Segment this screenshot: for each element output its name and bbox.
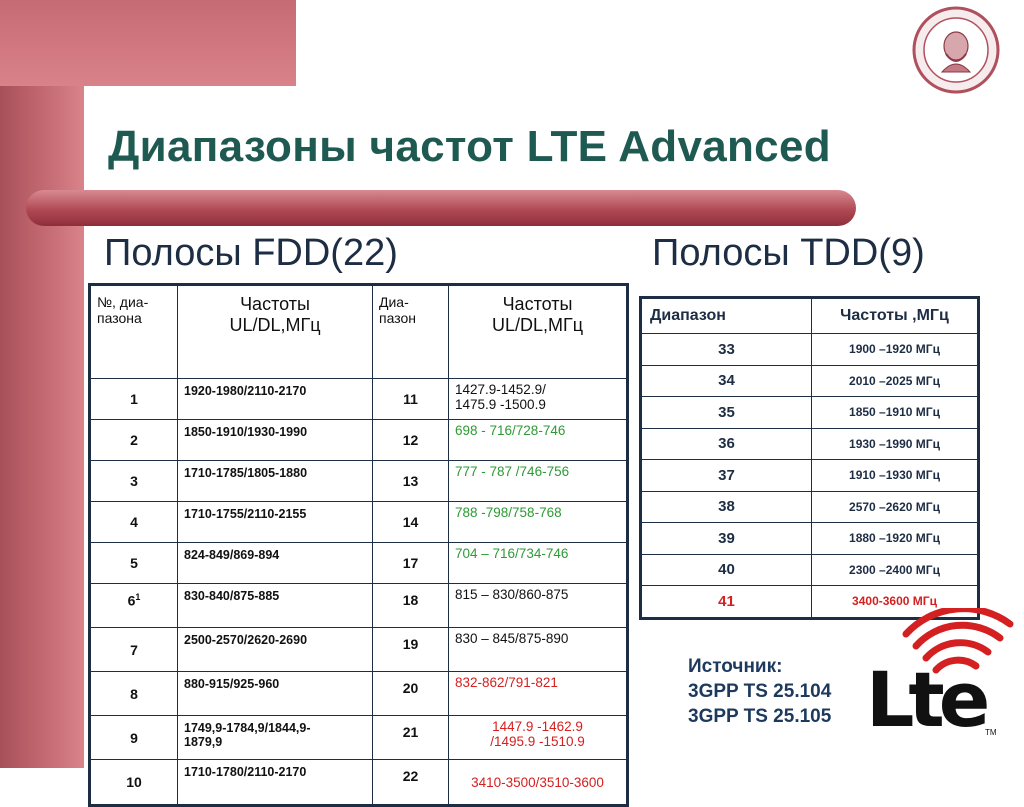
band-a-cell — [90, 760, 178, 806]
tdd-freq-cell: 1850 –1910 МГц — [812, 397, 979, 429]
tdd-band-cell: 40 — [641, 554, 812, 586]
band-b-cell: 18 — [373, 584, 449, 628]
tdd-band-cell: 36 — [641, 428, 812, 460]
table-row — [90, 716, 628, 760]
freq-a-cell: 1710-1785/1805-1880 — [178, 461, 373, 502]
freq-a-cell: 880-915/925-960 — [178, 672, 373, 716]
table-row — [90, 628, 628, 672]
freq-b-cell: 788 -798/758-768 — [449, 502, 628, 543]
freq-b-cell: 832-862/791-821 — [449, 672, 628, 716]
header-band: Диапазон — [641, 298, 812, 334]
table-row — [641, 397, 979, 429]
band-a-number: 1 — [130, 391, 138, 407]
trademark-mark: TM — [985, 728, 997, 737]
band-a-cell — [90, 672, 178, 716]
freq-a-cell: 1710-1755/2110-2155 — [178, 502, 373, 543]
tdd-freq-cell: 2300 –2400 МГц — [812, 554, 979, 586]
band-b-cell: 21 — [373, 716, 449, 760]
freq-b-cell: 698 - 716/728-746 — [449, 420, 628, 461]
tdd-band-cell: 35 — [641, 397, 812, 429]
header-band-a: №, диа- пазона — [90, 285, 178, 379]
table-row — [641, 460, 979, 492]
band-a-number: 9 — [130, 729, 138, 746]
source-line-2: 3GPP TS 25.105 — [688, 706, 832, 727]
band-a-cell — [90, 628, 178, 672]
band-a-footnote: 1 — [135, 592, 141, 602]
tdd-bands-table — [639, 296, 980, 620]
tdd-freq-cell: 1910 –1930 МГц — [812, 460, 979, 492]
table-row — [641, 523, 979, 555]
header-freq: Частоты ,МГц — [812, 298, 979, 334]
table-row — [90, 672, 628, 716]
band-a-cell — [90, 502, 178, 543]
band-a-number: 3 — [130, 473, 138, 489]
table-row — [90, 461, 628, 502]
band-b-cell: 11 — [373, 379, 449, 420]
band-a-number: 5 — [130, 555, 138, 571]
table-row — [90, 379, 628, 420]
tdd-freq-cell: 2010 –2025 МГц — [812, 365, 979, 397]
band-b-cell: 19 — [373, 628, 449, 672]
band-a-cell — [90, 420, 178, 461]
tdd-freq-cell: 2570 –2620 МГц — [812, 491, 979, 523]
header-freq-a: Частоты UL/DL,МГц — [178, 285, 373, 379]
fdd-bands-table — [88, 283, 629, 807]
band-b-cell: 22 — [373, 760, 449, 806]
tdd-band-cell: 34 — [641, 365, 812, 397]
band-a-cell — [90, 584, 178, 628]
lte-logo-text: Lte — [866, 655, 985, 744]
band-b-cell: 17 — [373, 543, 449, 584]
band-a-number: 2 — [130, 432, 138, 448]
tdd-band-cell: 41 — [641, 586, 812, 619]
academy-emblem-icon — [912, 6, 1000, 94]
table-row — [641, 428, 979, 460]
band-b-cell: 14 — [373, 502, 449, 543]
tdd-freq-cell: 1900 –1920 МГц — [812, 334, 979, 366]
table-row — [641, 491, 979, 523]
freq-b-cell: 1427.9-1452.9/ 1475.9 -1500.9 — [449, 379, 628, 420]
freq-b-cell: 704 – 716/734-746 — [449, 543, 628, 584]
band-a-cell — [90, 379, 178, 420]
band-b-cell: 20 — [373, 672, 449, 716]
tdd-heading: Полосы TDD(9) — [652, 232, 925, 274]
band-a-number: 10 — [126, 774, 142, 790]
table-header-row — [641, 298, 979, 334]
tdd-freq-cell: 3400-3600 МГц — [812, 586, 979, 619]
table-row — [641, 365, 979, 397]
decorative-left-band — [0, 0, 84, 768]
slide-title: Диапазоны частот LTE Advanced — [108, 122, 831, 171]
freq-a-cell: 824-849/869-894 — [178, 543, 373, 584]
freq-a-cell: 830-840/875-885 — [178, 584, 373, 628]
band-a-number: 8 — [130, 685, 138, 702]
freq-b-cell: 3410-3500/3510-3600 — [449, 760, 628, 806]
table-row — [641, 334, 979, 366]
freq-a-cell: 1850-1910/1930-1990 — [178, 420, 373, 461]
band-b-cell: 12 — [373, 420, 449, 461]
freq-b-cell: 777 - 787 /746-756 — [449, 461, 628, 502]
band-a-cell — [90, 716, 178, 760]
table-row — [90, 543, 628, 584]
freq-b-cell: 830 – 845/875-890 — [449, 628, 628, 672]
freq-b-cell: 815 – 830/860-875 — [449, 584, 628, 628]
tdd-band-cell: 38 — [641, 491, 812, 523]
band-b-cell: 13 — [373, 461, 449, 502]
header-band-b: Диа- пазон — [373, 285, 449, 379]
table-row — [90, 420, 628, 461]
freq-b-cell: 1447.9 -1462.9 /1495.9 -1510.9 — [449, 716, 628, 760]
tdd-band-cell: 39 — [641, 523, 812, 555]
freq-a-cell: 1920-1980/2110-2170 — [178, 379, 373, 420]
band-a-cell — [90, 543, 178, 584]
band-a-number: 4 — [130, 514, 138, 530]
tdd-freq-cell: 1930 –1990 МГц — [812, 428, 979, 460]
tdd-band-cell: 37 — [641, 460, 812, 492]
table-row — [90, 584, 628, 628]
decorative-top-block — [0, 0, 296, 86]
band-a-number: 6 — [127, 592, 136, 609]
table-row — [90, 502, 628, 543]
source-line-1: 3GPP TS 25.104 — [688, 681, 832, 702]
fdd-heading: Полосы FDD(22) — [104, 232, 398, 274]
freq-a-cell: 2500-2570/2620-2690 — [178, 628, 373, 672]
tdd-freq-cell: 1880 –1920 МГц — [812, 523, 979, 555]
decorative-divider-bar — [26, 190, 856, 226]
band-a-number: 7 — [130, 641, 138, 658]
tdd-band-cell: 33 — [641, 334, 812, 366]
freq-a-cell: 1710-1780/2110-2170 — [178, 760, 373, 806]
source-label: Источник: — [688, 656, 783, 677]
table-row — [641, 554, 979, 586]
table-row — [90, 760, 628, 806]
header-freq-b: Частоты UL/DL,МГц — [449, 285, 628, 379]
band-a-cell — [90, 461, 178, 502]
freq-a-cell: 1749,9-1784,9/1844,9- 1879,9 — [178, 716, 373, 760]
table-header-row — [90, 285, 628, 379]
source-note — [688, 654, 831, 729]
